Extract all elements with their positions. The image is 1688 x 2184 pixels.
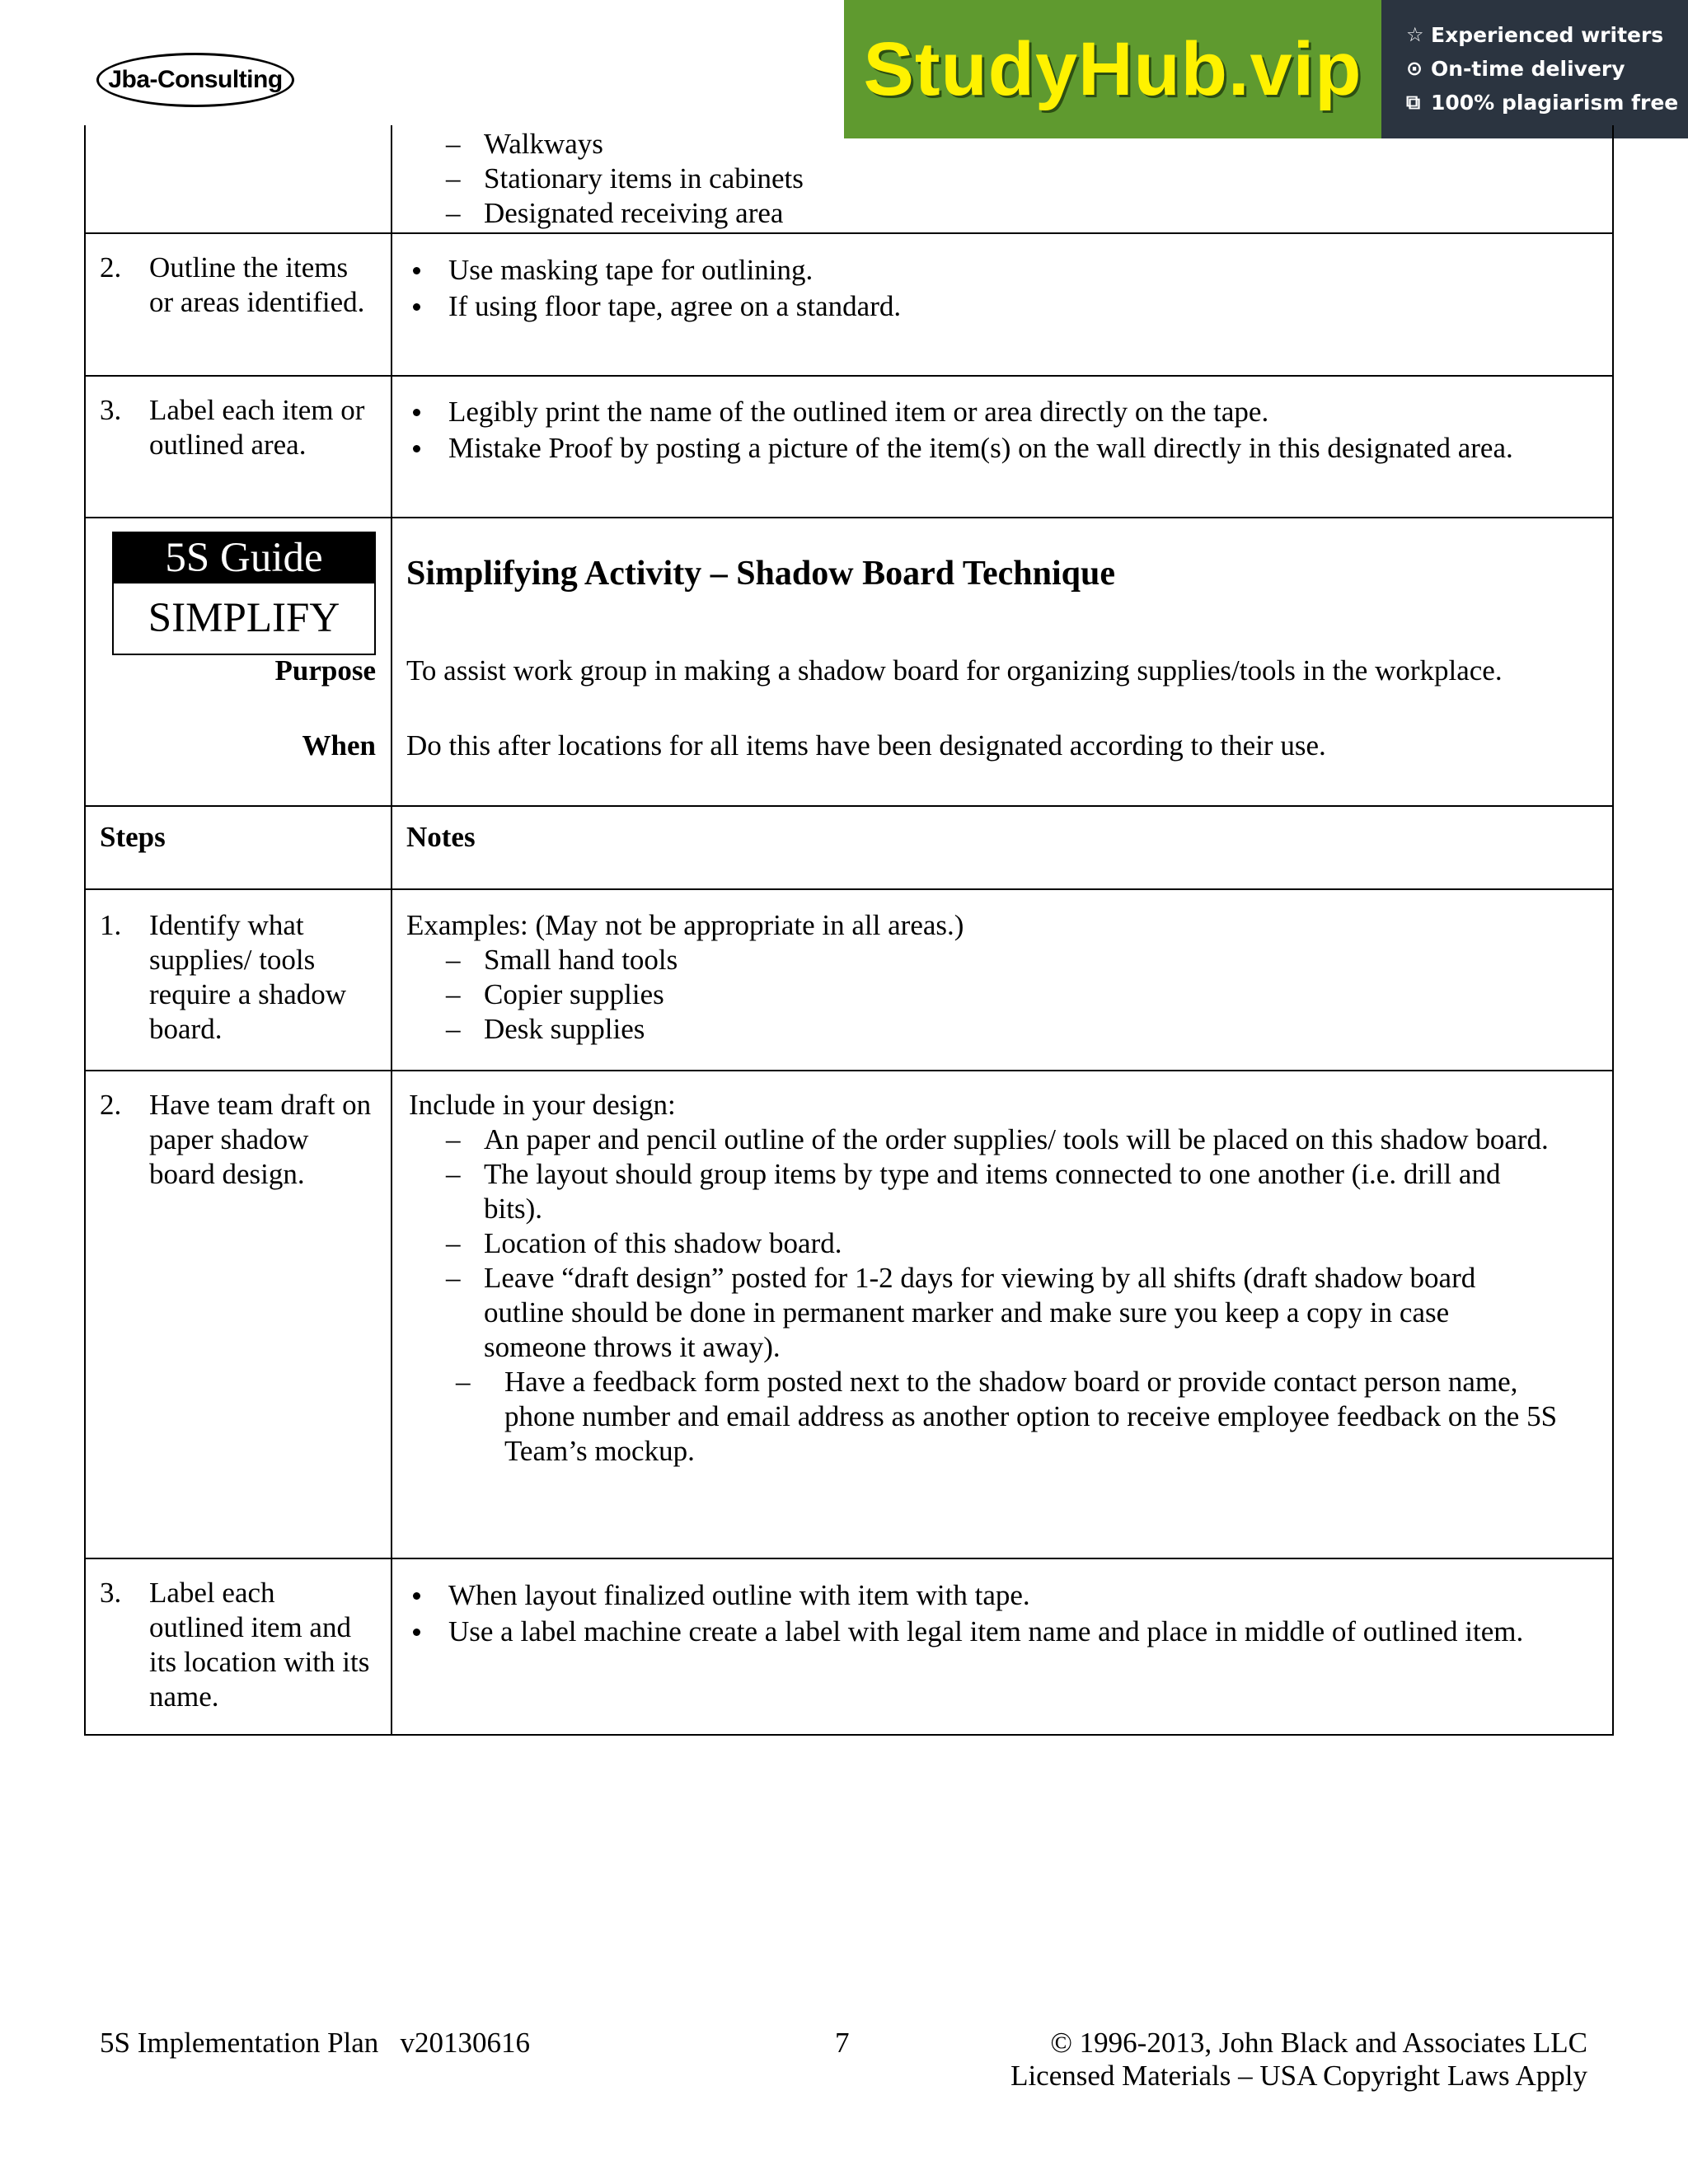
- table-row: [86, 888, 1612, 1070]
- steps-column-header: Steps: [100, 821, 166, 853]
- clock-icon: ⊙: [1406, 57, 1423, 80]
- star-icon: ☆: [1406, 23, 1424, 46]
- notes-cell: [392, 518, 1612, 805]
- ad-banner[interactable]: [844, 0, 1688, 138]
- list-item: Use masking tape for outlining.: [406, 253, 1596, 288]
- guide-badge-subtitle: SIMPLIFY: [148, 595, 340, 641]
- list-item: If using floor tape, agree on a standard.: [406, 289, 1596, 324]
- footer-copyright: © 1996-2013, John Black and Associates LLC Licensed Materials – USA Copyright Laws Apply: [1010, 2027, 1587, 2092]
- table-header-row: [86, 805, 1612, 888]
- company-logo: Jba-Consulting: [96, 53, 294, 107]
- steps-cell: [86, 125, 392, 232]
- when-text: Do this after locations for all items have been designated according to their use.: [406, 729, 1326, 762]
- banner-feature: ⧉ 100% plagiarism free: [1406, 86, 1688, 120]
- list-item: Mistake Proof by posting a picture of the item(s) on the wall directly in this designated area.: [406, 431, 1596, 466]
- list-item: – Leave “draft design” posted for 1-2 days for viewing by all shifts (draft shadow board outline should be done in permanent marker and make sure you keep a copy in case someone throws it away).: [406, 1261, 1563, 1365]
- banner-feature: ⊙ On-time delivery: [1406, 52, 1688, 86]
- list-item: When layout finalized outline with item with tape.: [406, 1578, 1596, 1613]
- list-item: – Stationary items in cabinets: [406, 162, 1596, 196]
- banner-features: [1381, 0, 1688, 138]
- notes-cell: [392, 890, 1612, 1070]
- banner-feature: ☆ Experienced writers: [1406, 18, 1688, 52]
- steps-cell: [86, 518, 392, 805]
- list-item: Use a label machine create a label with legal item name and place in middle of outlined item.: [406, 1615, 1596, 1649]
- notes-cell: [392, 377, 1612, 517]
- footer-document-id: 5S Implementation Plan v20130616: [100, 2027, 531, 2059]
- table-row: [86, 1070, 1612, 1558]
- notes-intro: Include in your design:: [409, 1089, 676, 1121]
- list-item: – Small hand tools: [406, 943, 1596, 977]
- guide-badge: [112, 532, 376, 655]
- steps-cell: 3. Label each item or outlined area.: [86, 377, 392, 517]
- list-item: – Location of this shadow board.: [406, 1226, 1563, 1261]
- step-text: Have team draft on paper shadow board design.: [149, 1089, 372, 1190]
- steps-cell: 2. Have team draft on paper shadow board design.: [86, 1071, 392, 1558]
- footer-page-number: 7: [835, 2027, 850, 2059]
- notes-column-header: Notes: [406, 821, 476, 853]
- when-label: When: [302, 729, 376, 762]
- list-item: – Have a feedback form posted next to the shadow board or provide contact person name, phone number and email address as another option to receive employee feedback on the 5S Team’s mockup.: [406, 1365, 1563, 1469]
- banner-brand: StudyHub.vip: [863, 27, 1362, 111]
- notes-cell: [392, 1559, 1612, 1734]
- purpose-text: To assist work group in making a shadow board for organizing supplies/tools in the workplace.: [406, 654, 1503, 687]
- table-row: [86, 375, 1612, 517]
- list-item: – Walkways: [406, 127, 1596, 162]
- purpose-label: Purpose: [274, 654, 376, 687]
- steps-header-cell: [86, 807, 392, 888]
- steps-cell: 2. Outline the items or areas identified.: [86, 234, 392, 375]
- list-item: Legibly print the name of the outlined item or area directly on the tape.: [406, 395, 1596, 429]
- notes-cell: [392, 125, 1612, 232]
- notes-cell: [392, 234, 1612, 375]
- notes-header-cell: [392, 807, 1612, 888]
- notes-cell: [392, 1071, 1612, 1558]
- banner-brand-panel: [844, 0, 1381, 138]
- list-item: – Desk supplies: [406, 1012, 1596, 1047]
- table-row: [86, 517, 1612, 805]
- step-text: Identify what supplies/ tools require a shadow board.: [149, 909, 347, 1045]
- step-text: Label each outlined item and its location with its name.: [149, 1577, 370, 1713]
- step-text: Label each item or outlined area.: [149, 394, 365, 461]
- list-item: – Designated receiving area: [406, 196, 1596, 231]
- list-item: – The layout should group items by type and items connected to one another (i.e. drill and bits).: [406, 1157, 1563, 1226]
- table-row: [86, 232, 1612, 375]
- steps-cell: 3. Label each outlined item and its location with its name.: [86, 1559, 392, 1734]
- steps-cell: 1. Identify what supplies/ tools require a shadow board.: [86, 890, 392, 1070]
- table-row: [86, 1558, 1612, 1734]
- section-title: Simplifying Activity – Shadow Board Technique: [406, 555, 1116, 593]
- table-row: [86, 125, 1612, 232]
- guide-table: [84, 125, 1614, 1736]
- notes-intro: Examples: (May not be appropriate in all areas.): [406, 909, 964, 941]
- copy-icon: ⧉: [1406, 91, 1421, 114]
- list-item: – An paper and pencil outline of the order supplies/ tools will be placed on this shadow board.: [406, 1122, 1563, 1157]
- list-item: – Copier supplies: [406, 977, 1596, 1012]
- step-text: Outline the items or areas identified.: [149, 251, 365, 318]
- guide-badge-title: 5S Guide: [114, 533, 374, 583]
